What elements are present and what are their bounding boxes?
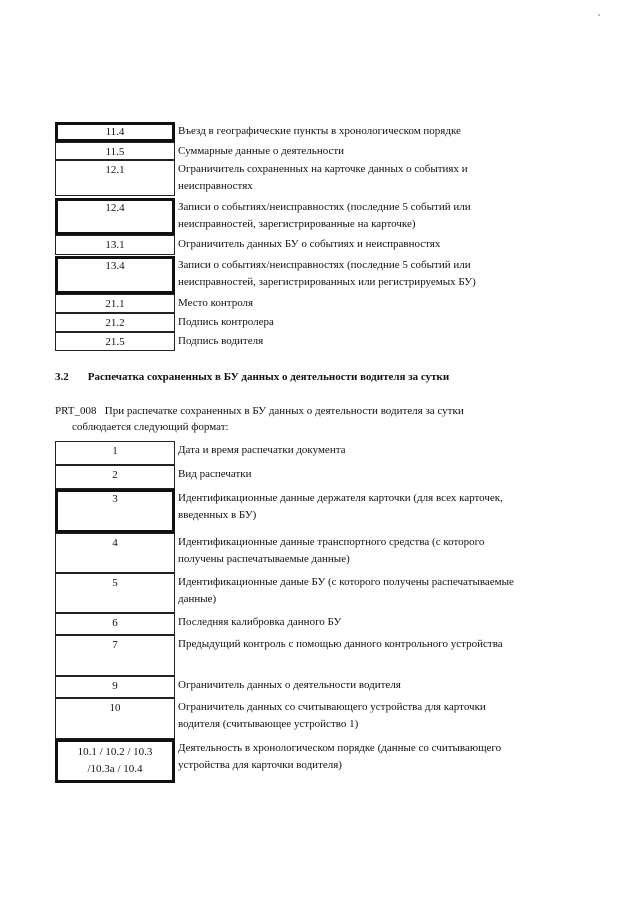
row-number: 1 xyxy=(55,441,175,465)
table-row xyxy=(55,573,514,613)
table-row xyxy=(55,313,485,332)
row-number: 9 xyxy=(55,676,175,698)
row-text: Предыдущий контроль с помощью данного контрольного устройства xyxy=(178,638,503,650)
table-row xyxy=(55,235,485,255)
row-text: Дата и время распечатки документа xyxy=(178,444,346,456)
row-number: 3 xyxy=(55,489,175,533)
table-row xyxy=(55,698,485,739)
table-row xyxy=(55,465,485,489)
scan-speck xyxy=(598,14,600,16)
table-row xyxy=(55,676,485,698)
table-row xyxy=(55,332,485,351)
row-number: 12.1 xyxy=(55,160,175,196)
table-row xyxy=(55,739,502,783)
section-title: Распечатка сохраненных в БУ данных о деятельности водителя за сутки xyxy=(87,371,450,383)
row-number: 13.1 xyxy=(55,235,175,255)
row-text: Ограничитель данных со считывающего устройства для карточки водителя (считывающее устройство 1) xyxy=(178,701,486,730)
table-row xyxy=(55,122,485,142)
row-text: Последняя калибровка данного БУ xyxy=(178,616,342,628)
row-number: 11.5 xyxy=(55,142,175,160)
row-number: 4 xyxy=(55,533,175,573)
row-number: 21.2 xyxy=(55,313,175,332)
row-number: 6 xyxy=(55,613,175,635)
row-text: Записи о событиях/неисправностях (последние 5 событий или неисправностей, зарегистрированных или регистрируемых БУ) xyxy=(178,259,476,288)
row-text: Идентификационные данные держателя карточки (для всех карточек, введенных в БУ) xyxy=(178,492,503,521)
row-text: Суммарные данные о деятельности xyxy=(178,145,345,157)
row-number: 12.4 xyxy=(55,198,175,235)
row-text: Вид распечатки xyxy=(178,468,252,480)
row-text: Ограничитель данных БУ о событиях и неисправностях xyxy=(178,238,441,250)
row-text: Ограничитель данных о деятельности водителя xyxy=(178,679,401,691)
row-number: 10 xyxy=(55,698,175,739)
row-number: 7 xyxy=(55,635,175,676)
row-text: Подпись водителя xyxy=(178,335,264,347)
row-text: Въезд в географические пункты в хронологическом порядке xyxy=(178,125,461,137)
row-number: 5 xyxy=(55,573,175,613)
table-row xyxy=(55,441,485,465)
table-row xyxy=(55,142,485,160)
row-number: 10.1 / 10.2 / 10.3 /10.3а / 10.4 xyxy=(55,739,175,783)
table-row xyxy=(55,489,503,533)
section-heading xyxy=(55,371,449,383)
row-text: Подпись контролера xyxy=(178,316,274,328)
table-row xyxy=(55,160,485,196)
row-text: Записи о событиях/неисправностях (последние 5 событий или неисправностей, зарегистрированные на карточке) xyxy=(178,201,471,230)
row-text: Место контроля xyxy=(178,297,254,309)
table-row xyxy=(55,256,485,294)
row-text: Идентификационные данные транспортного средства (с которого получены распечатываемые данные) xyxy=(178,536,485,565)
row-number: 21.5 xyxy=(55,332,175,351)
table-row xyxy=(55,198,485,235)
paragraph-line: PRT_008 При распечатке сохраненных в БУ данных о деятельности водителя за сутки xyxy=(55,405,464,417)
table-row xyxy=(55,294,485,313)
row-number: 21.1 xyxy=(55,294,175,313)
row-number: 13.4 xyxy=(55,256,175,294)
table-row xyxy=(55,533,485,573)
requirement-paragraph xyxy=(55,403,525,435)
row-text: Идентификационные даные БУ (с которого получены распечатываемые данные) xyxy=(178,576,514,605)
table-row xyxy=(55,613,485,635)
table-row xyxy=(55,635,503,676)
row-text: Деятельность в хронологическом порядке (данные со считывающего устройства для карточки водителя) xyxy=(178,742,502,771)
row-number: 11.4 xyxy=(55,122,175,142)
row-text: Ограничитель сохраненных на карточке данных о событиях и неисправностях xyxy=(178,163,468,192)
row-number: 2 xyxy=(55,465,175,489)
paragraph-line: соблюдается следующий формат: xyxy=(72,421,229,433)
section-number: 3.2 xyxy=(55,371,69,383)
